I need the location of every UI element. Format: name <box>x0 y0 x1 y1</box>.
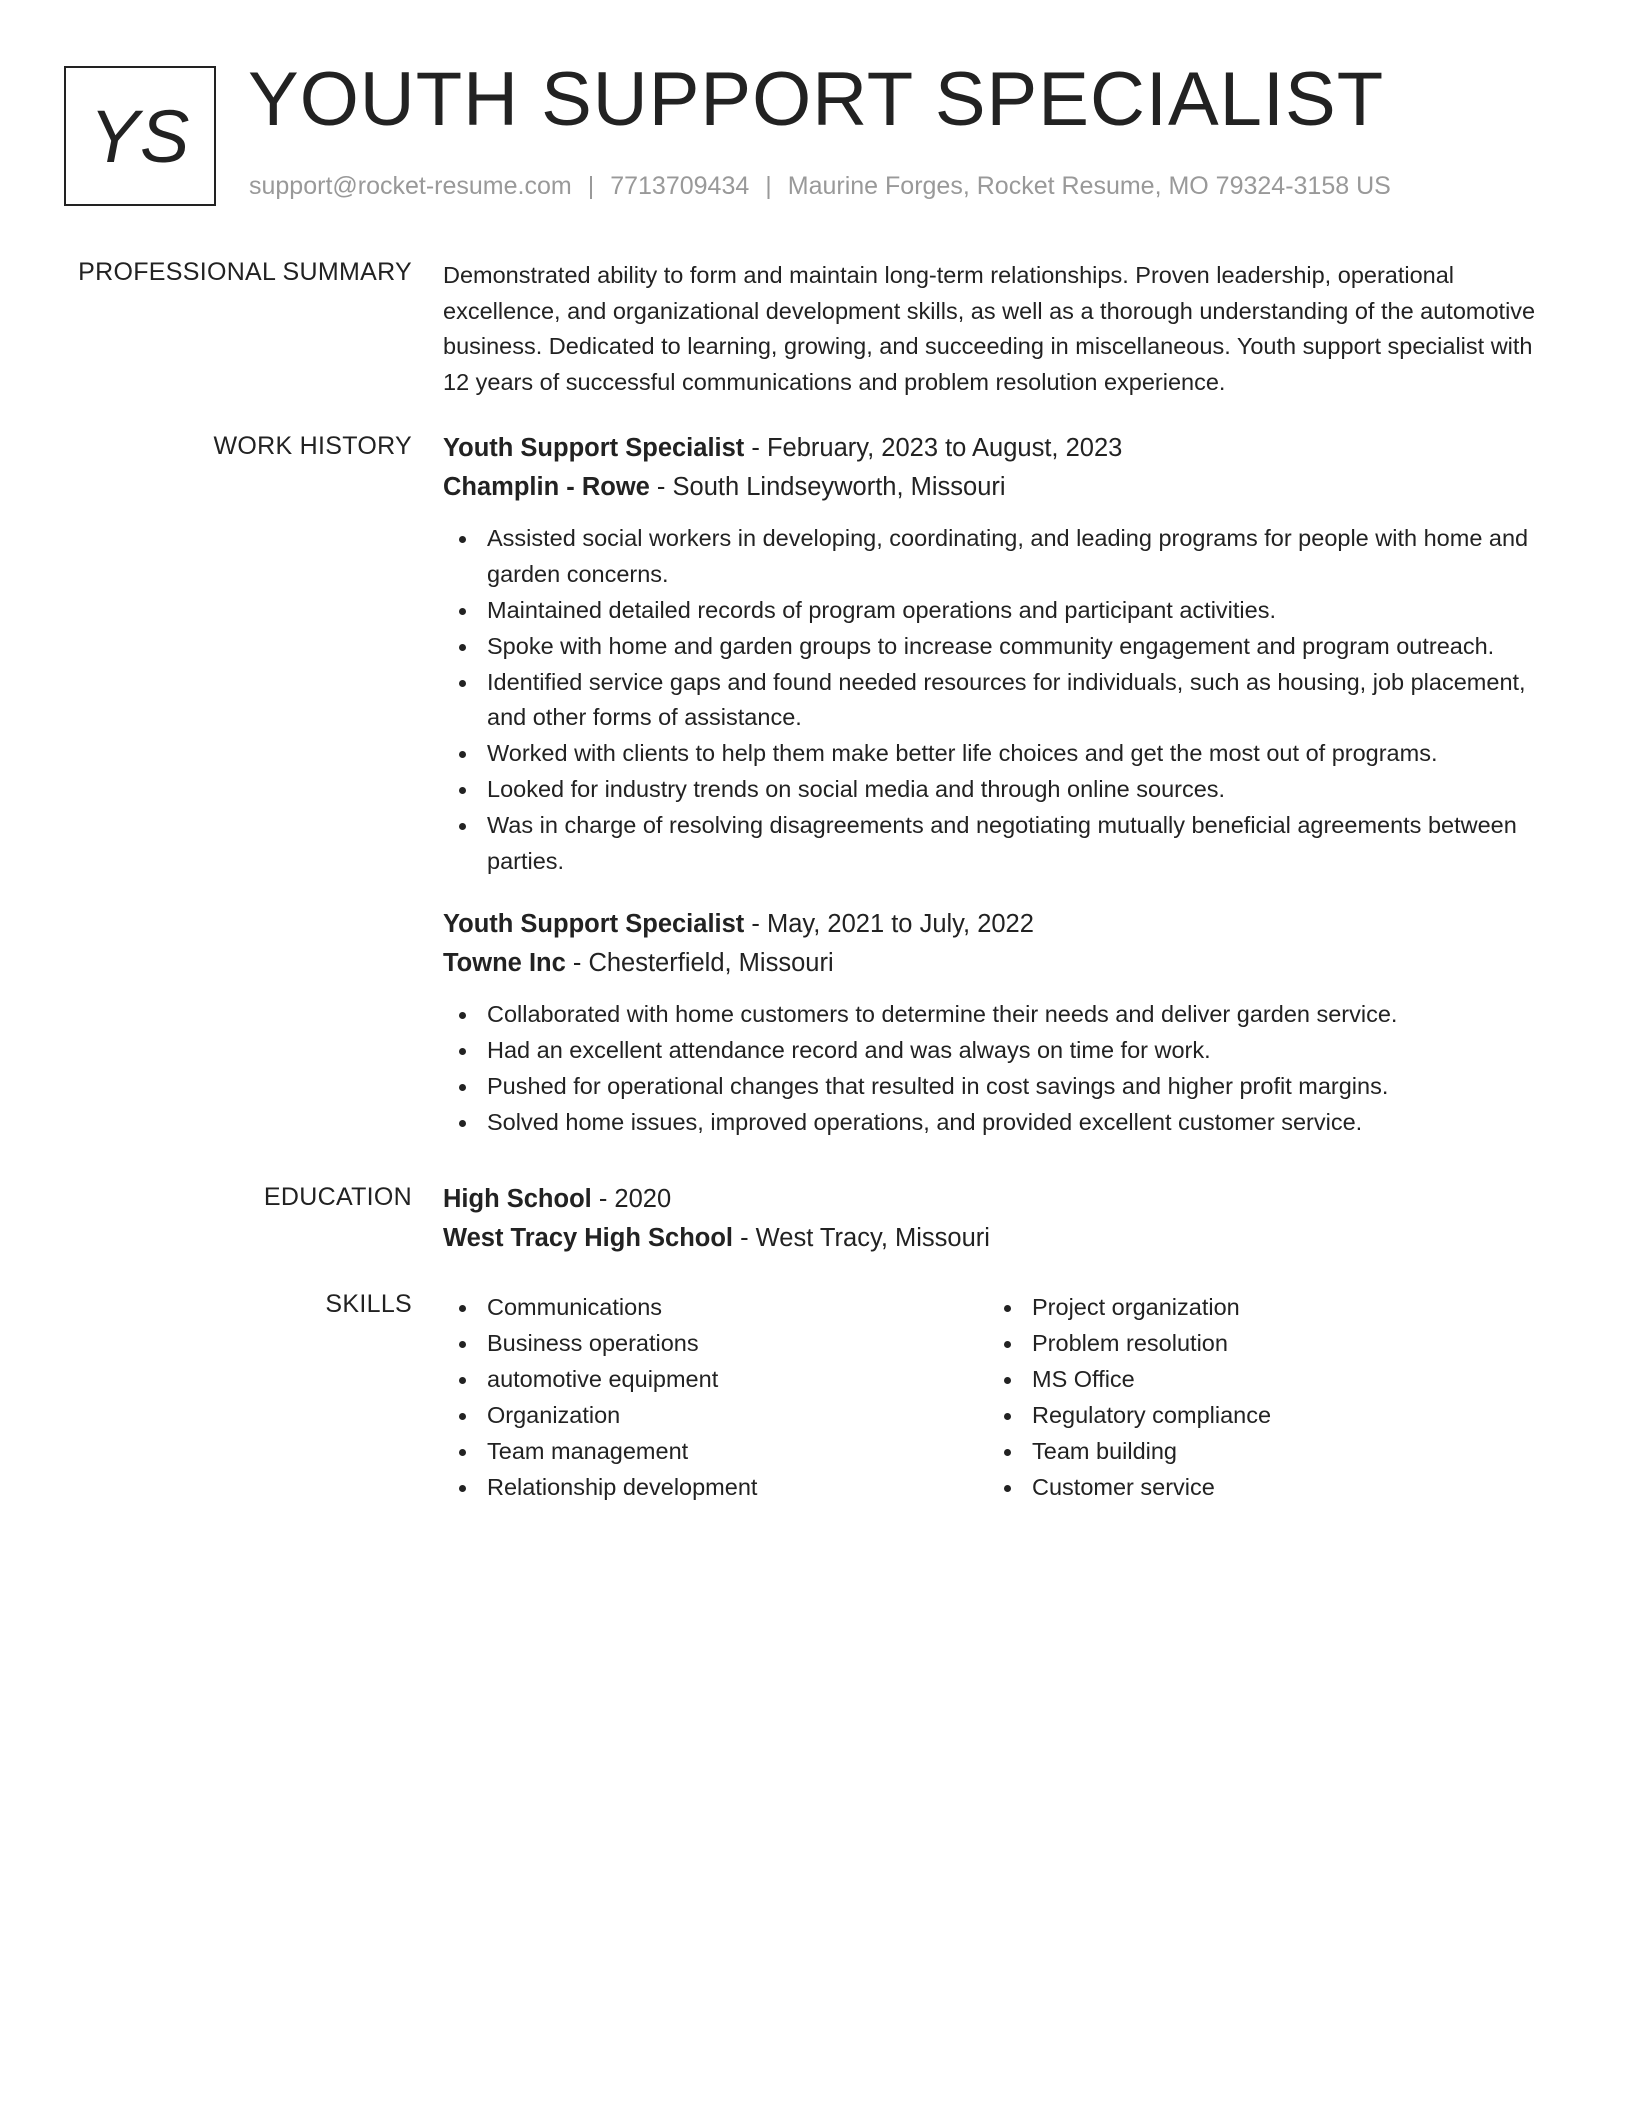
list-item: automotive equipment <box>443 1362 988 1398</box>
skills-column-right <box>988 1290 1533 1506</box>
skills-list <box>988 1290 1533 1506</box>
skills-body <box>443 1290 1563 1506</box>
list-item: Spoke with home and garden groups to increase community engagement and program outreach. <box>443 629 1563 665</box>
job-title: Youth Support Specialist <box>443 434 745 462</box>
education-degree: High School <box>443 1185 592 1213</box>
education-year: - 2020 <box>591 1185 672 1213</box>
skills-column-left <box>443 1290 988 1506</box>
list-item: Customer service <box>988 1470 1533 1506</box>
job-dates: - May, 2021 to July, 2022 <box>744 910 1034 938</box>
list-item: Had an excellent attendance record and was always on time for work. <box>443 1033 1563 1069</box>
summary-body <box>443 258 1563 400</box>
list-item: Was in charge of resolving disagreements and negotiating mutually beneficial agreements between parties. <box>443 808 1563 879</box>
education-school: West Tracy High School <box>443 1224 734 1252</box>
education-degree-line <box>443 1180 1563 1219</box>
list-item: Organization <box>443 1398 988 1434</box>
skills-columns <box>443 1290 1563 1506</box>
education-school-line <box>443 1219 1563 1258</box>
job-entry <box>443 905 1563 1141</box>
section-label-education: EDUCATION <box>263 1183 412 1211</box>
job-title: Youth Support Specialist <box>443 910 745 938</box>
list-item: Communications <box>443 1290 988 1326</box>
work-history-body <box>443 429 1563 1141</box>
list-item: MS Office <box>988 1362 1533 1398</box>
list-item: Assisted social workers in developing, coordinating, and leading programs for people with home and garden concerns. <box>443 521 1563 592</box>
list-item: Team building <box>988 1434 1533 1470</box>
job-company: Towne Inc <box>443 949 566 977</box>
list-item: Solved home issues, improved operations, and provided excellent customer service. <box>443 1105 1563 1141</box>
job-bullets <box>443 997 1563 1141</box>
list-item: Problem resolution <box>988 1326 1533 1362</box>
education-body <box>443 1180 1563 1258</box>
skills-list <box>443 1290 988 1506</box>
page-title: YOUTH SUPPORT SPECIALIST <box>248 57 1385 142</box>
contact-separator: | <box>587 172 595 200</box>
contact-line <box>249 172 1391 201</box>
job-bullets <box>443 521 1563 879</box>
list-item: Maintained detailed records of program operations and participant activities. <box>443 593 1563 629</box>
monogram-logo: YS <box>64 66 216 206</box>
list-item: Looked for industry trends on social media and through online sources. <box>443 772 1563 808</box>
list-item: Project organization <box>988 1290 1533 1326</box>
education-location: - West Tracy, Missouri <box>733 1224 990 1252</box>
section-label-skills: SKILLS <box>325 1290 412 1318</box>
job-dates: - February, 2023 to August, 2023 <box>744 434 1123 462</box>
section-label-work-history: WORK HISTORY <box>213 432 412 460</box>
section-label-summary: PROFESSIONAL SUMMARY <box>78 258 412 286</box>
summary-text: Demonstrated ability to form and maintain long-term relationships. Proven leadership, operational excellence, and organizational development skills, as well as a thorough understanding of the automotive business. Dedicated to learning, growing, and succeeding in miscellaneous. Youth support specialist with 12 years of successful communications and problem resolution experience. <box>443 262 1536 395</box>
list-item: Team management <box>443 1434 988 1470</box>
contact-email[interactable]: support@rocket-resume.com <box>249 172 572 200</box>
job-company: Champlin - Rowe <box>443 473 650 501</box>
job-title-line <box>443 429 1563 468</box>
list-item: Pushed for operational changes that resulted in cost savings and higher profit margins. <box>443 1069 1563 1105</box>
list-item: Business operations <box>443 1326 988 1362</box>
list-item: Worked with clients to help them make better life choices and get the most out of programs. <box>443 736 1563 772</box>
job-entry <box>443 429 1563 879</box>
list-item: Regulatory compliance <box>988 1398 1533 1434</box>
job-company-line <box>443 468 1563 507</box>
list-item: Relationship development <box>443 1470 988 1506</box>
list-item: Collaborated with home customers to determine their needs and deliver garden service. <box>443 997 1563 1033</box>
contact-address: Maurine Forges, Rocket Resume, MO 79324-3158 US <box>787 172 1391 200</box>
job-location: - Chesterfield, Missouri <box>565 949 834 977</box>
job-company-line <box>443 944 1563 983</box>
job-title-line <box>443 905 1563 944</box>
job-location: - South Lindseyworth, Missouri <box>649 473 1006 501</box>
contact-separator: | <box>765 172 772 200</box>
list-item: Identified service gaps and found needed resources for individuals, such as housing, job placement, and other forms of assistance. <box>443 665 1563 736</box>
contact-phone[interactable]: 7713709434 <box>610 172 750 200</box>
